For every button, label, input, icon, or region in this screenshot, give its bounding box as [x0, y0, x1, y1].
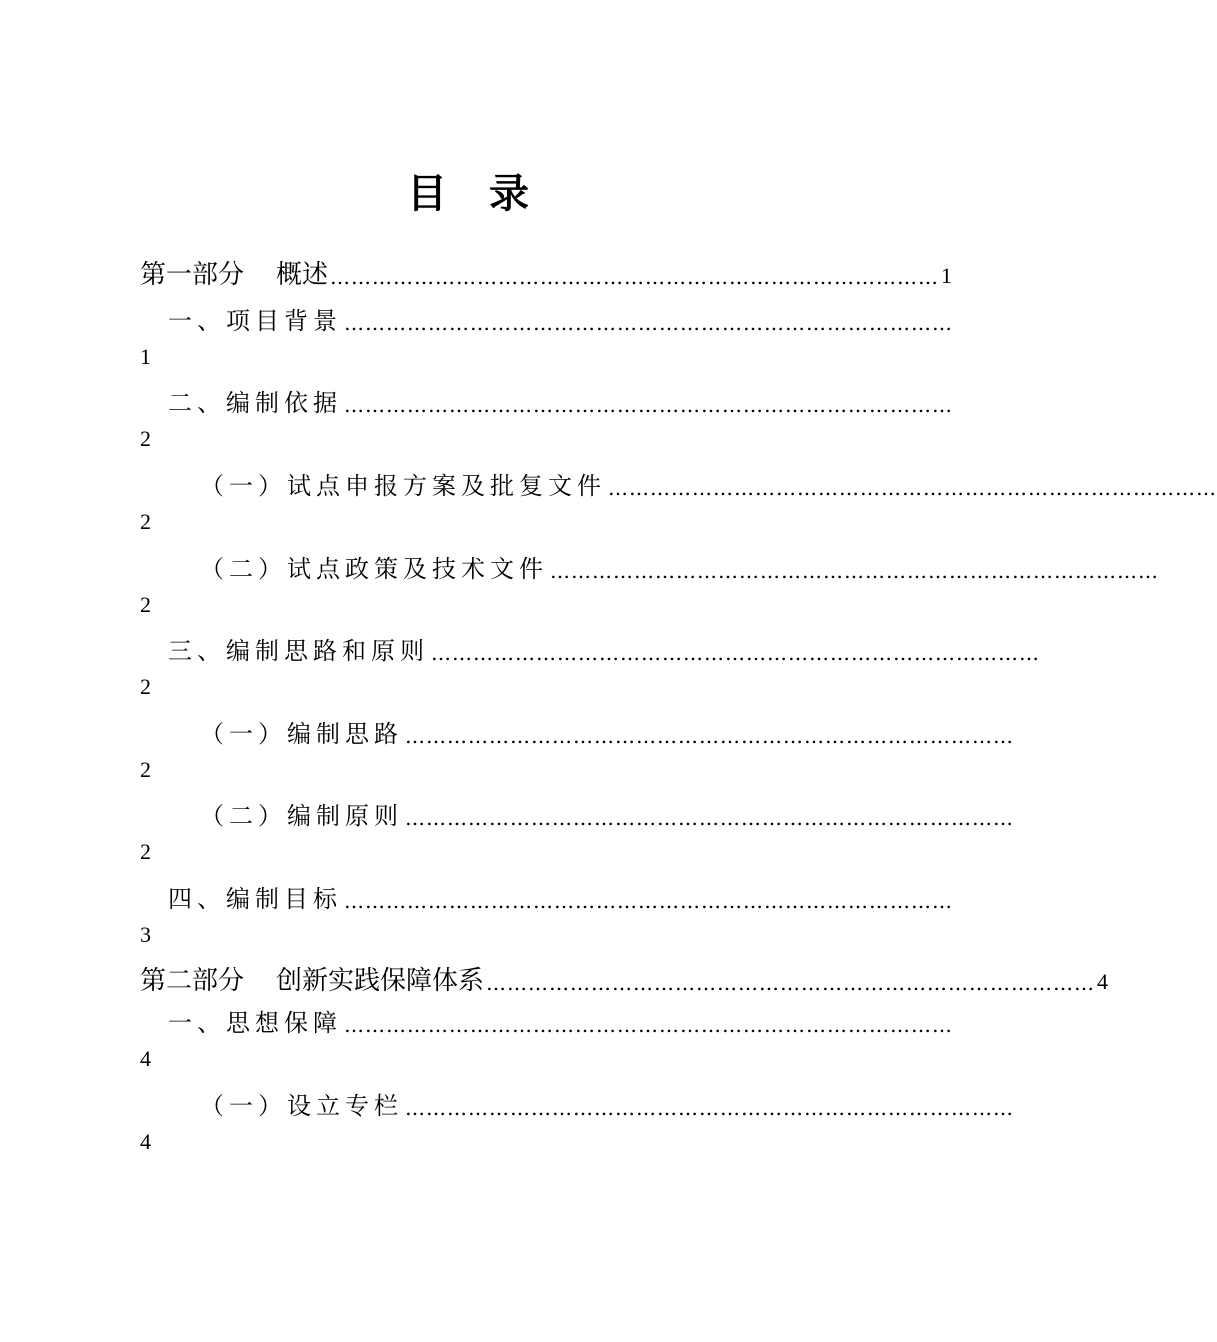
toc-entry-page: 2	[140, 592, 151, 617]
toc-entry-subsection-2-1-1[interactable]	[200, 1081, 1014, 1121]
toc-entry-page: 2	[140, 757, 151, 782]
toc-entry-subsection-3-1[interactable]	[200, 709, 1014, 749]
toc-entry-subsection-3-2[interactable]	[200, 791, 1014, 831]
toc-entry-label: 四、编制目标	[168, 885, 342, 913]
toc-leader-dots: ……………………………………………………………………………	[405, 724, 1014, 748]
toc-entry-label: （一）编制思路	[200, 720, 403, 748]
toc-entry-label: 二、编制依据	[168, 389, 342, 417]
toc-title: 目 录	[407, 171, 543, 217]
toc-entry-section-2-1[interactable]	[168, 998, 953, 1038]
toc-entry-label: （二）试点政策及技术文件	[200, 555, 548, 583]
toc-entry-label: （一）设立专栏	[200, 1092, 403, 1120]
toc-entry-page: 4	[1097, 969, 1109, 994]
toc-entry-page: 3	[140, 922, 151, 947]
toc-entry-section-4[interactable]	[168, 874, 953, 914]
toc-leader-dots: ……………………………………………………………………………	[330, 265, 940, 289]
toc-entry-page: 4	[140, 1046, 151, 1071]
toc-entry-page: 1	[140, 344, 151, 369]
toc-leader-dots: ……………………………………………………………………………	[344, 889, 953, 913]
toc-leader-dots: ……………………………………………………………………………	[405, 806, 1014, 830]
toc-leader-dots: ……………………………………………………………………………	[486, 971, 1096, 995]
toc-leader-dots: ……………………………………………………………………………	[344, 1013, 953, 1037]
toc-entry-section-3[interactable]	[168, 626, 1040, 666]
toc-entry-label: 三、编制思路和原则	[168, 637, 429, 665]
toc-entry-subsection-2-2[interactable]	[200, 544, 1159, 584]
toc-entry-label: 一、项目背景	[168, 307, 342, 335]
toc-leader-dots: ……………………………………………………………………………	[608, 476, 1217, 500]
toc-entry-page: 1	[941, 263, 953, 288]
toc-leader-dots: ……………………………………………………………………………	[344, 393, 953, 417]
toc-entry-section-1[interactable]	[168, 296, 953, 336]
toc-entry-part-1[interactable]	[140, 250, 953, 290]
toc-entry-page: 2	[140, 426, 151, 451]
toc-entry-page: 4	[140, 1129, 151, 1154]
toc-entry-subsection-2-1[interactable]	[200, 461, 1217, 501]
toc-entry-page: 2	[140, 839, 151, 864]
toc-entry-label: 第一部分 概述	[140, 260, 329, 290]
toc-entry-label: 第二部分 创新实践保障体系	[140, 966, 485, 996]
toc-leader-dots: ……………………………………………………………………………	[344, 311, 953, 335]
toc-entry-page: 2	[140, 674, 151, 699]
toc-leader-dots: ……………………………………………………………………………	[550, 559, 1159, 583]
toc-entry-label: （一）试点申报方案及批复文件	[200, 472, 606, 500]
toc-leader-dots: ……………………………………………………………………………	[431, 641, 1040, 665]
toc-entry-label: 一、思想保障	[168, 1009, 342, 1037]
toc-entry-label: （二）编制原则	[200, 802, 403, 830]
toc-entry-part-2[interactable]	[140, 956, 1109, 996]
toc-entry-section-2[interactable]	[168, 378, 953, 418]
toc-leader-dots: ……………………………………………………………………………	[405, 1096, 1014, 1120]
toc-entry-page: 2	[140, 509, 151, 534]
